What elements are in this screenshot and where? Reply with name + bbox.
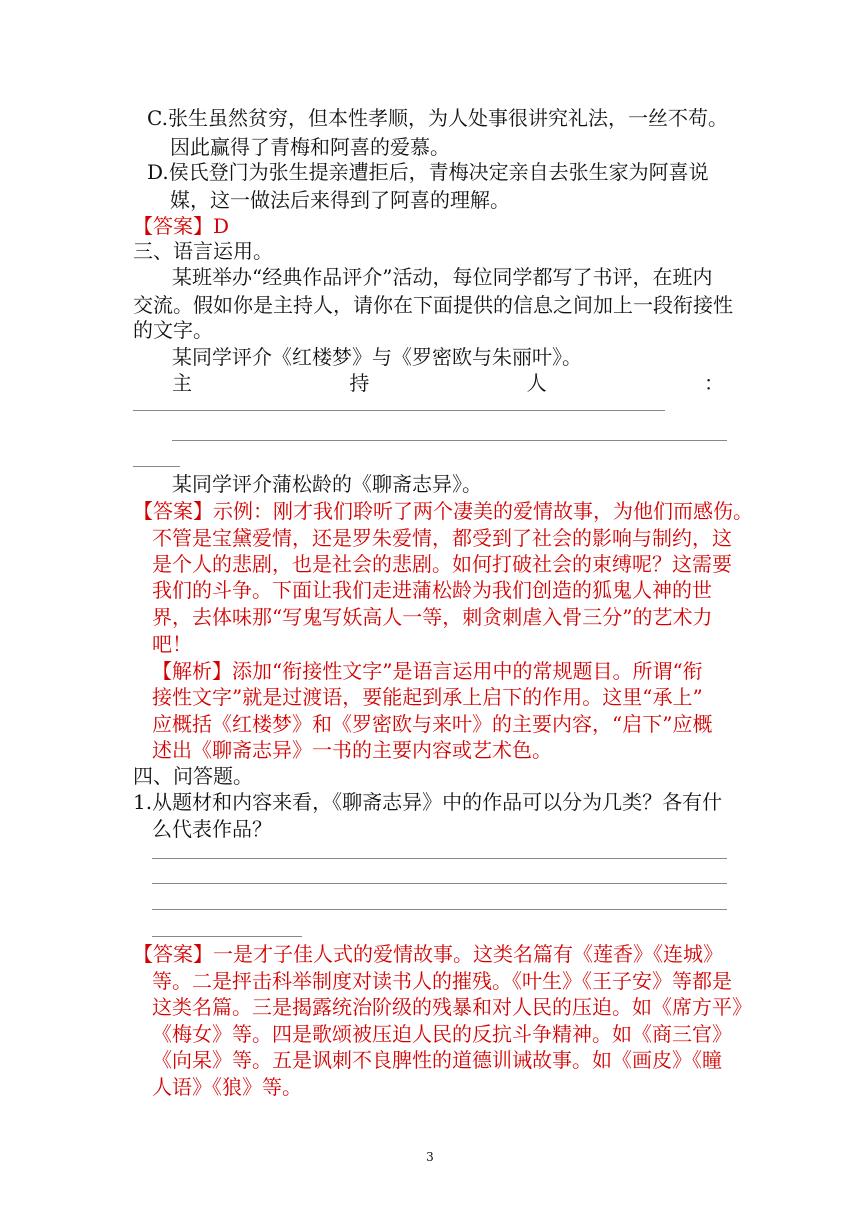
host-char-3: 人 (526, 371, 547, 395)
answer-blank-line-3[interactable] (152, 909, 727, 910)
section4-answer-line6: 人语》《狼》等。 (152, 1075, 302, 1099)
option-c-line2: 因此赢得了青梅和阿喜的爱慕。 (170, 135, 450, 159)
section4-answer-line2: 等。二是抨击科举制度对读书人的摧残。《叶生》《王子安》等都是 (152, 969, 732, 993)
section3-prompt-line4: 某同学评介《红楼梦》与《罗密欧与朱丽叶》。 (172, 345, 582, 369)
question1-line1: 1.从题材和内容来看，《聊斋志异》中的作品可以分为几类？各有什 (133, 790, 723, 814)
section3-prompt-line2: 交流。假如你是主持人，请你在下面提供的信息之间加上一段衔接性 (133, 293, 733, 317)
section3-answer-line1: 【答案】示例：刚才我们聆听了两个凄美的爱情故事，为他们而感伤。 (133, 499, 753, 523)
section3-answer-line5: 界，去体味那“写鬼写妖高人一等，刺贪刺虐入骨三分”的艺术力 (152, 605, 713, 629)
section3-answer-line4: 我们的斗争。下面让我们走进蒲松龄为我们创造的狐鬼人神的世 (152, 578, 712, 602)
answer-blank-line-2[interactable] (152, 883, 727, 884)
option-d-line2: 媒，这一做法后来得到了阿喜的理解。 (170, 188, 510, 212)
section4-answer-line1: 【答案】一是才子佳人式的爱情故事。这类名篇有《莲香》《连城》 (133, 942, 723, 966)
section3-answer-line3: 是个人的悲剧，也是社会的悲剧。如何打破社会的束缚呢？这需要 (152, 552, 732, 576)
section3-prompt-line5: 某同学评介蒲松龄的《聊斋志异》。 (172, 472, 482, 496)
section4-heading: 四、问答题。 (133, 764, 253, 788)
page-number: 3 (426, 1150, 434, 1164)
section4-answer-line3: 这类名篇。三是揭露统治阶级的残暴和对人民的压迫。如《席方平》 (152, 995, 752, 1019)
section3-analysis-line1: 【解析】添加“衔接性文字”是语言运用中的常规题目。所谓“衔 (152, 659, 703, 683)
option-c-line1: C.张生虽然贫穷，但本性孝顺，为人处事很讲究礼法，一丝不苟。 (147, 106, 728, 130)
section3-heading: 三、语言运用。 (133, 239, 273, 263)
answer-blank-line-4[interactable] (152, 936, 302, 937)
section3-answer-line2: 不管是宝黛爱情，还是罗朱爱情，都受到了社会的影响与制约，这 (152, 526, 732, 550)
section4-answer-line5: 《向杲》等。五是讽刺不良脾性的道德训诫故事。如《画皮》《瞳 (152, 1048, 722, 1072)
blank-line-1[interactable] (133, 410, 665, 411)
section3-answer-line6: 吧！ (152, 632, 192, 656)
answer-blank-line-1[interactable] (152, 858, 727, 859)
answer-value: D (213, 214, 230, 238)
question1-line2: 么代表作品？ (152, 817, 272, 841)
host-char-4: ： (703, 371, 724, 395)
answer-label: 【答案】 (133, 214, 213, 238)
section3-prompt-line1: 某班举办“经典作品评介”活动，每位同学都写了书评，在班内 (172, 265, 713, 289)
host-label (172, 369, 724, 397)
blank-line-3[interactable] (133, 466, 180, 467)
section3-prompt-line3: 的文字。 (133, 318, 213, 342)
answer-line (133, 212, 229, 240)
section3-analysis-line2: 接性文字”就是过渡语，要能起到承上启下的作用。这里“承上” (152, 685, 703, 709)
blank-line-2[interactable] (172, 440, 727, 441)
section4-answer-line4: 《梅女》等。四是歌颂被压迫人民的反抗斗争精神。如《商三官》 (152, 1022, 732, 1046)
option-d-line1: D.侯氏登门为张生提亲遭拒后，青梅决定亲自去张生家为阿喜说 (147, 160, 709, 184)
host-char-2: 持 (349, 371, 370, 395)
host-char-1: 主 (172, 371, 192, 395)
section3-analysis-line4: 述出《聊斋志异》一书的主要内容或艺术色。 (152, 738, 552, 762)
section3-analysis-line3: 应概括《红楼梦》和《罗密欧与来叶》的主要内容，“启下”应概 (152, 712, 713, 736)
